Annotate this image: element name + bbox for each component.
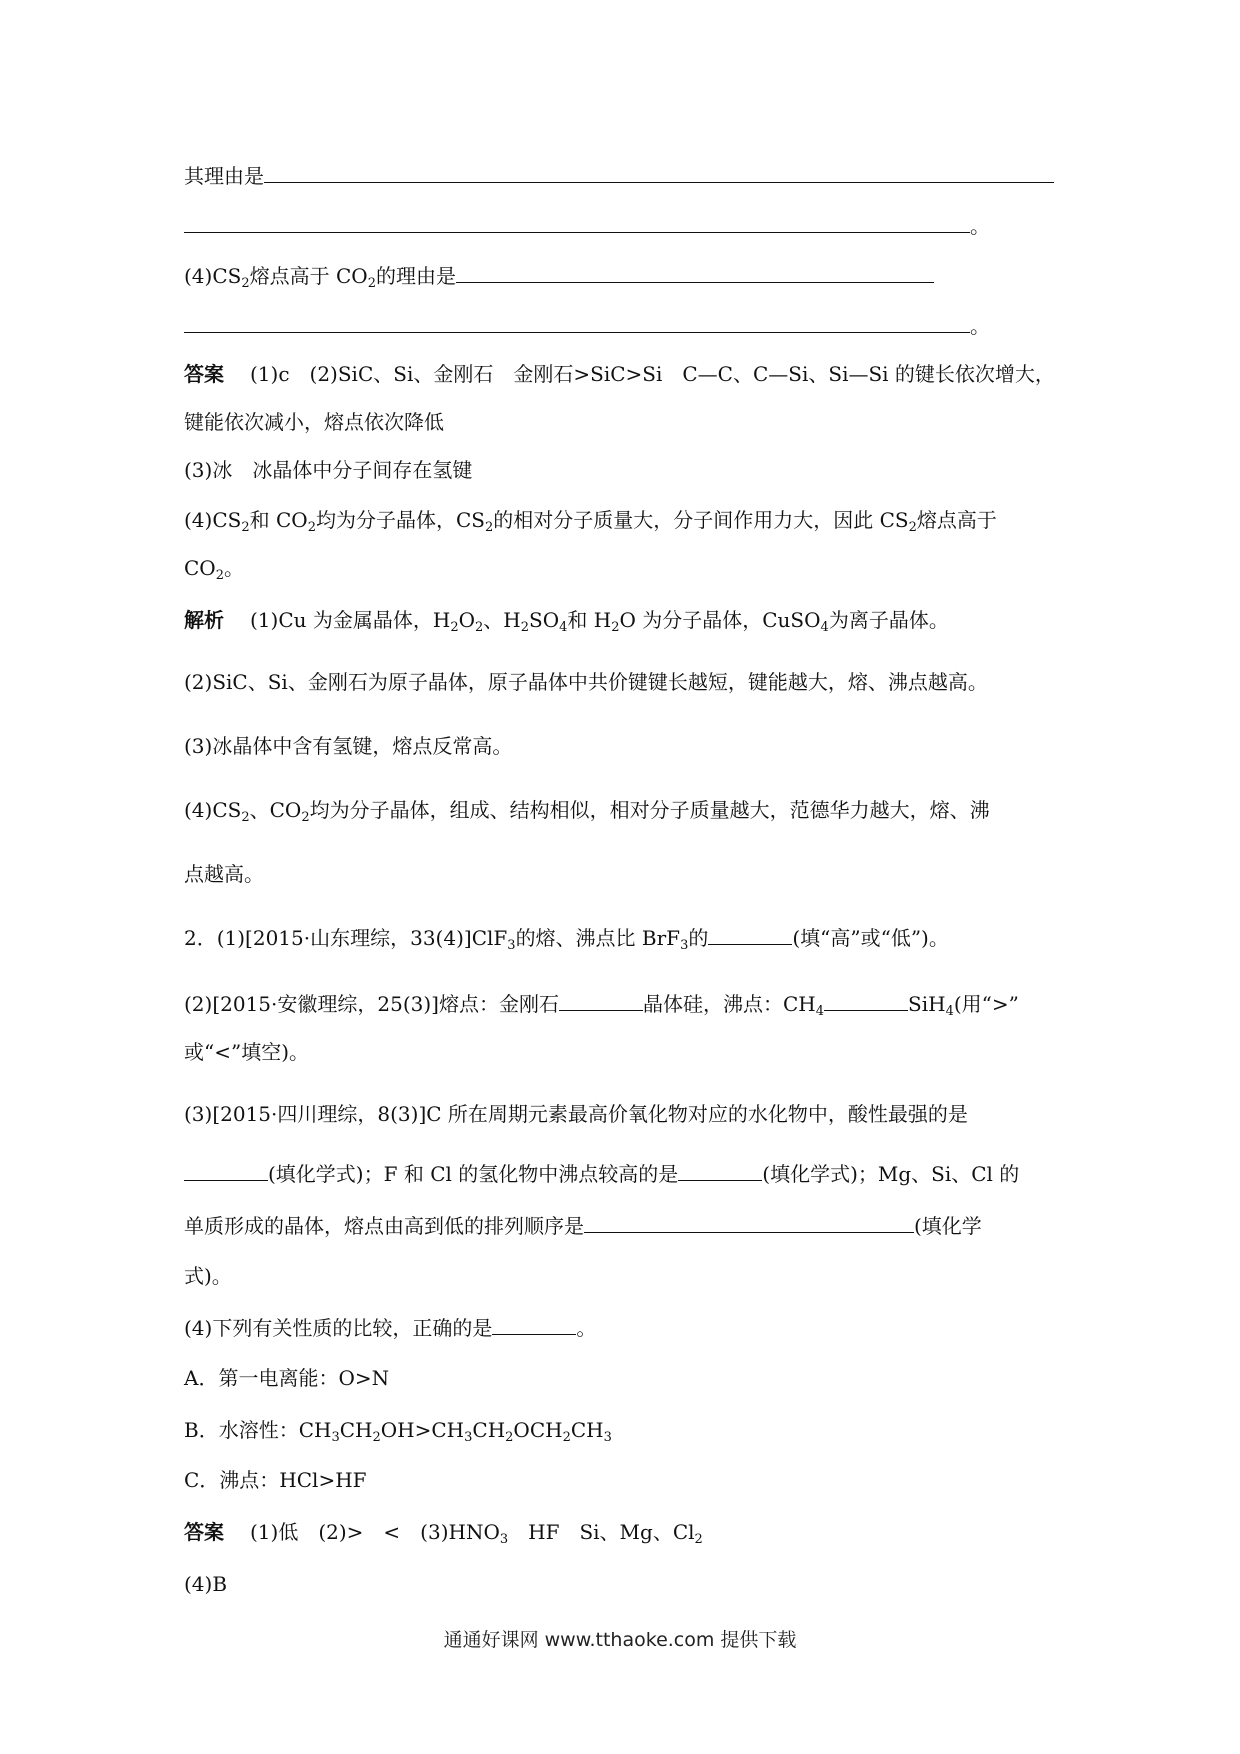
answer-label: 答案 [184, 1520, 224, 1544]
analysis-line: $(4)CS_2$、$CO_2$均为分子晶体，组成、结构相似，相对分子质量越大，范德华力越大，熔、沸 [184, 798, 990, 825]
question-4-line: $(4)CS_2$熔点高于 $CO_2$的理由是 [184, 260, 934, 290]
answer-blank[interactable] [559, 988, 643, 1011]
answer-blank[interactable] [184, 210, 970, 233]
answer-line: 键能依次减小，熔点依次降低 [184, 410, 444, 434]
question-2-line: (2)[2015·安徽理综，25(3)]熔点：金刚石 晶体硅，沸点：$CH_4$ SiH$_4$(用“>” [184, 988, 1019, 1018]
answer-blank[interactable] [184, 1158, 268, 1181]
answer-label: 答案 [184, 362, 224, 386]
option-b: B．水溶性：$CH_3CH_2OH>CH_3CH_2OCH_2CH_3$ [184, 1418, 612, 1445]
answer-blank[interactable] [824, 988, 908, 1011]
analysis-line: 点越高。 [184, 862, 264, 886]
answer-blank[interactable] [492, 1312, 576, 1335]
question-2-line: (填化学式)；F 和 Cl 的氢化物中沸点较高的是 (填化学式)；Mg、Si、Cl 的 [184, 1158, 1019, 1188]
question-4-line-2: 。 [184, 310, 990, 340]
answer-line: 答案 (1)低 (2)> < $(3)HNO_3$ HF Si、Mg、$Cl_2$ [184, 1520, 703, 1547]
question-2-line: 式)。 [184, 1264, 232, 1288]
answer-blank[interactable] [678, 1158, 762, 1181]
question-2-line: (3)[2015·四川理综，8(3)]C 所在周期元素最高价氧化物对应的水化物中，酸性最强的是 [184, 1102, 968, 1126]
answer-line: 答案 (1)c (2)SiC、Si、金刚石 金刚石>SiC>Si C—C、C—Si、Si—Si 的键长依次增大， [184, 362, 1055, 386]
answer-blank[interactable] [184, 310, 970, 333]
answer-line: (4)B [184, 1572, 228, 1596]
analysis-label: 解析 [184, 608, 224, 632]
answer-line: $CO_2$。 [184, 556, 244, 583]
answer-blank[interactable] [708, 922, 792, 945]
reason-line-2: 。 [184, 210, 990, 240]
answer-blank[interactable] [264, 160, 1054, 183]
question-2-line: 或“<”填空)。 [184, 1040, 310, 1064]
reason-line: 其理由是 [184, 160, 1054, 190]
question-2-line: 2．(1)[2015·山东理综，33(4)]ClF$_3$的熔、沸点比 BrF$_3$的 (填“高”或“低”)。 [184, 922, 949, 952]
question-2-line: (4)下列有关性质的比较，正确的是 。 [184, 1312, 596, 1342]
analysis-line: (3)冰晶体中含有氢键，熔点反常高。 [184, 734, 513, 758]
page-footer: 通通好课网 www.tthaoke.com 提供下载 [443, 1629, 797, 1651]
question-2-line: 单质形成的晶体，熔点由高到低的排列顺序是 (填化学 [184, 1210, 982, 1240]
option-a: A．第一电离能：O>N [184, 1366, 390, 1390]
answer-blank[interactable] [456, 260, 934, 283]
answer-line: (3)冰 冰晶体中分子间存在氢键 [184, 458, 473, 482]
analysis-line: (2)SiC、Si、金刚石为原子晶体，原子晶体中共价键键长越短，键能越大，熔、沸点越高。 [184, 670, 988, 694]
option-c: C．沸点：HCl>HF [184, 1468, 367, 1492]
answer-line: $(4)CS_2$和 $CO_2$均为分子晶体，$CS_2$的相对分子质量大，分子间作用力大，因此 $CS_2$熔点高于 [184, 508, 997, 535]
analysis-line: 解析 (1)Cu 为金属晶体，$H_2O_2$、$H_2SO_4$和 $H_2O$ 为分子晶体，CuSO$_4$为离子晶体。 [184, 608, 949, 635]
answer-blank[interactable] [584, 1210, 914, 1233]
